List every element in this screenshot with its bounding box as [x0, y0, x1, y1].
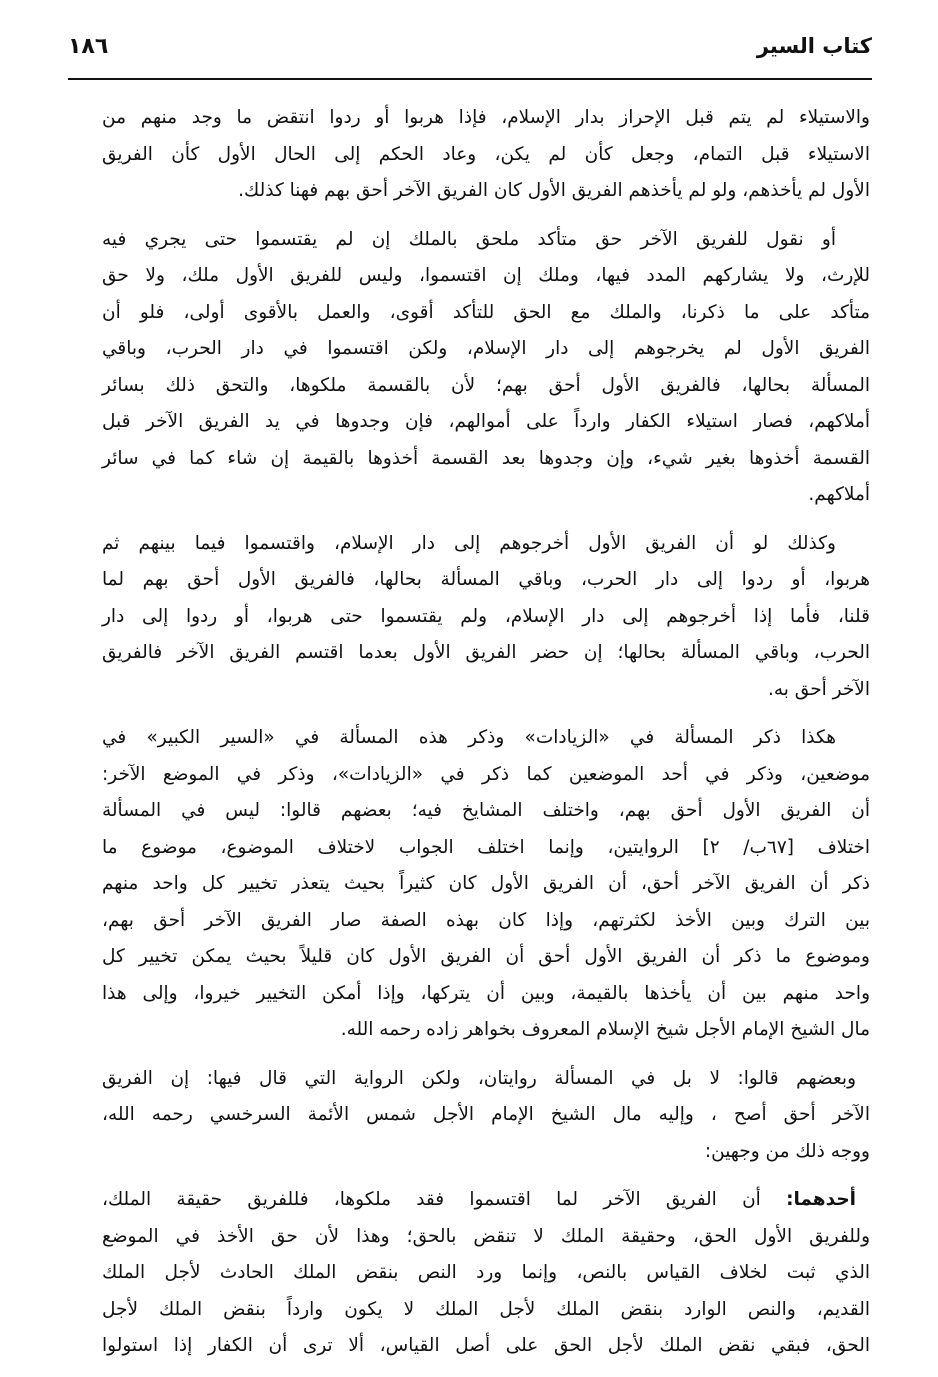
text-line: أن الفريق الأول أحق بهم، واختلف المشايخ فيه؛ بعضهم قالوا: ليس في المسألة: [102, 800, 870, 821]
running-header: [68, 28, 872, 68]
text-line: مال الشيخ الإمام الأجل شيخ الإسلام المعروف بخواهر زاده رحمه الله.: [340, 1019, 870, 1040]
chapter-title: كتاب السير: [756, 34, 872, 58]
text-line: الأول لم يأخذهم، ولو لم يأخذهم الفريق الأول كان الفريق الآخر أحق بهم فهنا كذلك.: [238, 180, 870, 201]
text-line: الآخر أحق به.: [767, 678, 870, 700]
page-number: ١٨٦: [68, 34, 109, 59]
text-line: متأكد على ما ذكرنا، والملك مع الحق للتأكد أقوى، والعمل بالأقوى أولى، فلو أن: [102, 301, 870, 323]
text-line: أو نقول للفريق الآخر حق متأكد ملحق بالملك إن لم يقتسموا حتى يجري فيه: [102, 228, 836, 250]
header-rule: [68, 78, 872, 80]
paragraph: [102, 526, 870, 709]
text-line: وللفريق الأول الحق، وحقيقة الملك لا تنقض بالحق؛ وهذا لأن حق الأخذ في الموضع: [102, 1225, 870, 1247]
text-line: الآخر أحق أصح ، وإليه مال الشيخ الإمام الأجل شمس الأئمة السرخسي رحمه الله،: [102, 1104, 870, 1125]
paragraph: [102, 1182, 870, 1365]
text-line: وكذلك لو أن الفريق الأول أخرجوهم إلى دار الإسلام، واقتسموا فيما بينهم ثم: [102, 532, 836, 554]
text-line: ذكر أن الفريق الآخر أحق، أن الفريق الأول كان كثيراً بحيث يتعذر تخيير كل واحد منهم: [102, 873, 870, 894]
lead-word: أحدهما:: [786, 1189, 856, 1210]
text-line: قلنا، فأما إذا أخرجوهم إلى دار الإسلام، ولم يقتسموا حتى هربوا، أو ردوا إلى دار: [102, 605, 870, 627]
text-line: للإرث، ولا يشاركهم المدد فيها، وملك إن اقتسموا، وليس للفريق الأول ملك، ولا حق: [102, 265, 870, 286]
text-line: القسمة أخذوها بغير شيء، وإن وجدوها بعد القسمة أخذوها بالقيمة إن شاء كما في سائر: [102, 447, 870, 469]
text-line: أملاكهم، فصار استيلاء الكفار وارداً على أموالهم، فإن وجدوها في يد الفريق الآخر قبل: [102, 411, 870, 432]
text-line: واحد منهم بين أن يأخذها بالقيمة، وبين أن يتركها، وإذا أمكن التخيير خيروا، وإلى هذا: [102, 982, 870, 1004]
paragraph: [102, 720, 870, 1049]
text-line: اختلاف [٦٧ب/ ٢] الروايتين، وإنما اختلف الجواب لاختلاف الموضوع، موضوع ما: [102, 836, 870, 858]
text-line: القديم، والنص الوارد بنقض الملك لأجل الملك لا يكون وارداً بنقض الملك لأجل: [102, 1298, 870, 1320]
text-line: وبعضهم قالوا: لا بل في المسألة روايتان، ولكن الرواية التي قال فيها: إن الفريق: [102, 1067, 856, 1089]
text-line: المسألة بحالها، فالفريق الأول أحق بهم؛ لأن بالقسمة ملكوها، والتحق ذلك بسائر: [102, 374, 870, 396]
text-line: ووجه ذلك من وجهين:: [704, 1140, 870, 1162]
text-line: أملاكهم.: [808, 484, 870, 505]
line-text: أن الفريق الآخر لما اقتسموا فقد ملكوها، فللفريق حقيقة الملك،: [102, 1189, 787, 1210]
text-line: الحرب، وباقي المسألة بحالها؛ إن حضر الفريق الأول بعدما اقتسم الفريق الآخر فالفريق: [102, 642, 870, 663]
paragraph: [102, 222, 870, 514]
text-line: الذي ثبت لخلاف القياس بالنص، وإنما ورد النص بنقض الملك الحادث لأجل الملك: [102, 1262, 870, 1283]
text-line: [102, 1182, 870, 1219]
text-line: الاستيلاء قبل التمام، وجعل كأن لم يكن، وعاد الحكم إلى الحال الأول كأن الفريق: [102, 143, 870, 165]
paragraph: [102, 100, 870, 210]
text-line: بين الترك وبين الأخذ لكثرتهم، وإذا كان بهذه الصفة صار الفريق الآخر أحق بهم،: [102, 909, 870, 931]
text-line: هكذا ذكر المسألة في «الزيادات» وذكر هذه المسألة في «السير الكبير» في: [102, 727, 836, 748]
text-line: الفريق الأول لم يخرجوهم إلى دار الإسلام، ولكن اقتسموا في دار الحرب، وباقي: [102, 338, 870, 359]
text-line: وموضوع ما ذكر أن الفريق الأول أحق أن الفريق الأول كان قليلاً بحيث يمكن تخيير كل: [102, 946, 870, 967]
text-line: والاستيلاء لم يتم قبل الإحراز بدار الإسلام، فإذا هربوا أو ردوا انتقض ما وجد منهم من: [102, 107, 870, 128]
text-line: الحق، فبقي نقض الملك لأجل الحق على أصل القياس، ألا ترى أن الكفار إذا استولوا: [102, 1335, 870, 1356]
text-line: موضعين، وذكر في أحد الموضعين كما ذكر في «الزيادات»، وذكر في الموضع الآخر:: [102, 763, 870, 785]
page-body: [102, 100, 870, 1377]
text-line: هربوا، أو ردوا إلى دار الحرب، وباقي المسألة بحالها، فالفريق الأول أحق بهم لما: [102, 569, 870, 590]
paragraph: [102, 1061, 870, 1171]
